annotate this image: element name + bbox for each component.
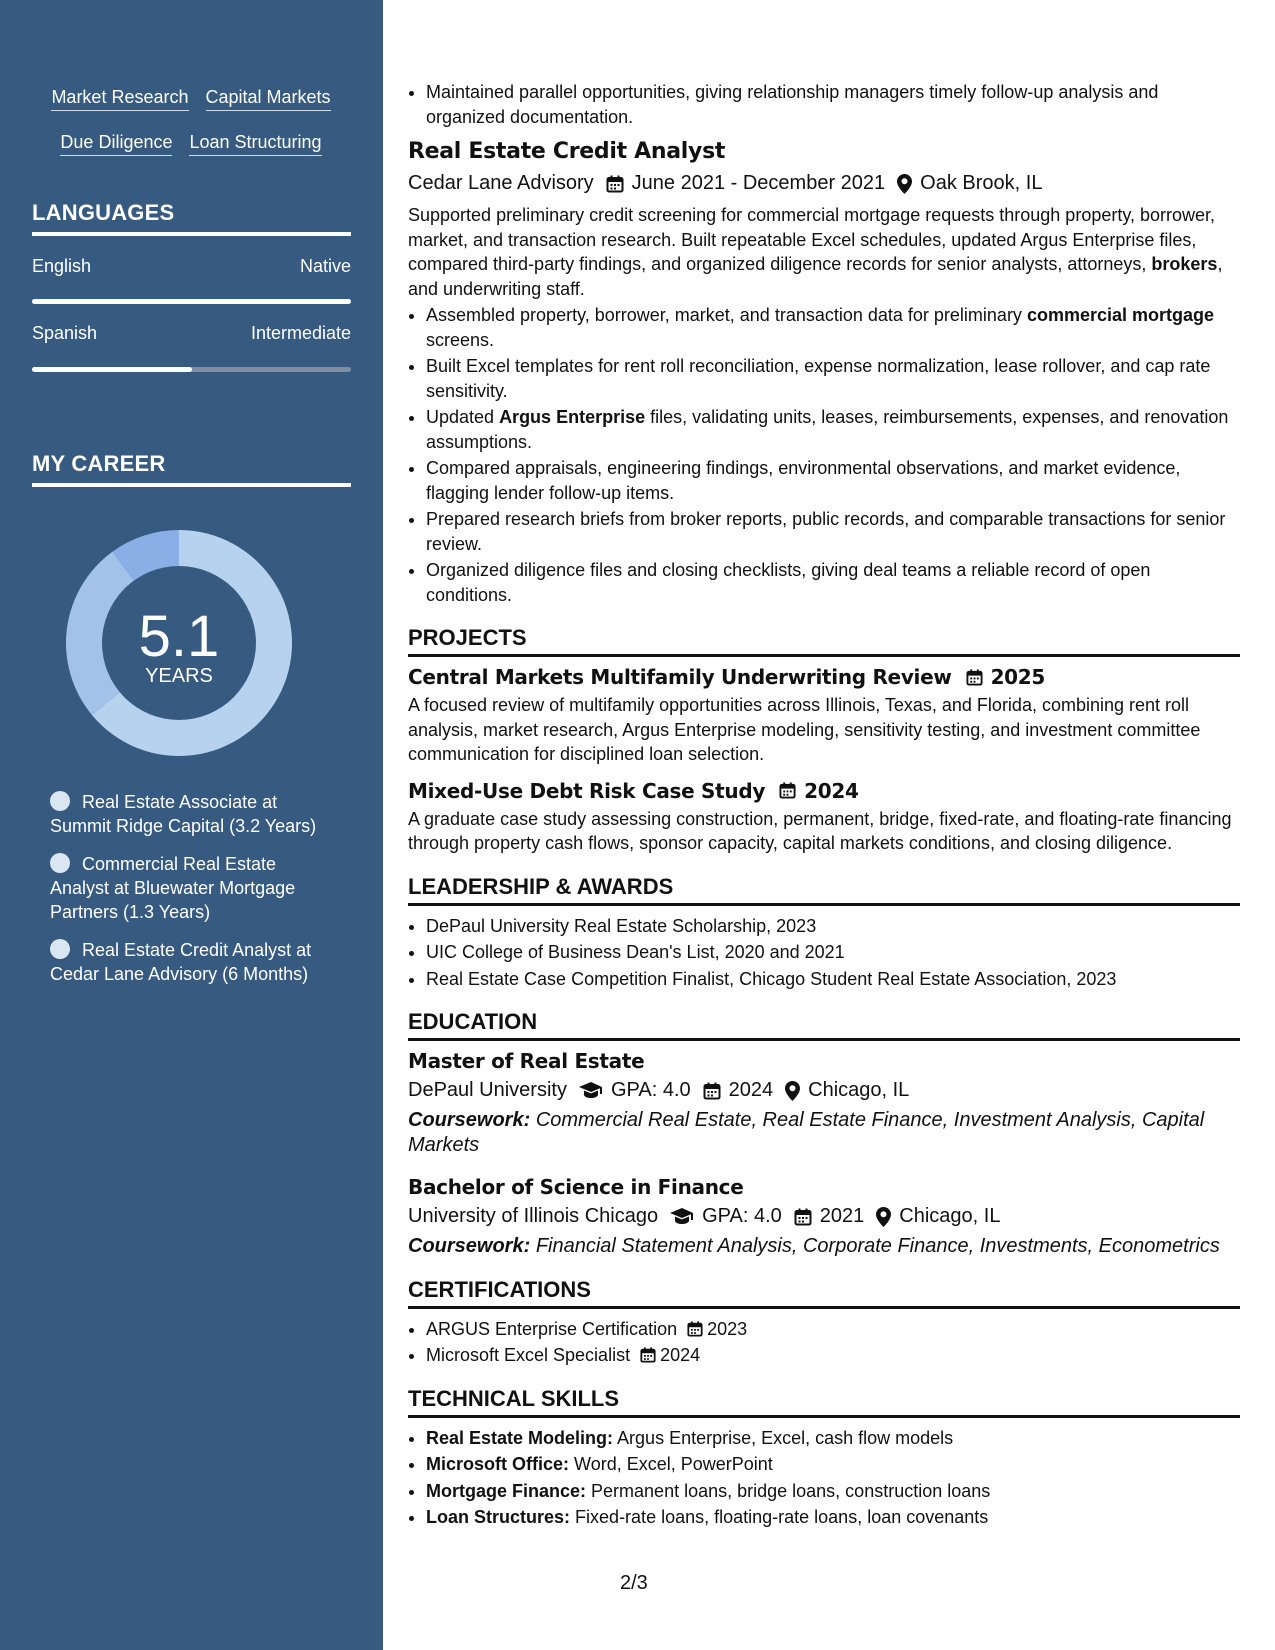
leadership-heading: LEADERSHIP & AWARDS [408, 874, 1240, 906]
career-item-text: Commercial Real Estate Analyst at Bluewater Mortgage Partners (1.3 Years) [50, 854, 296, 922]
project-description: A focused review of multifamily opportunities across Illinois, Texas, and Florida, combining rent roll analysis, market research, Argus Enterprise modeling, sensitivity testing, and investment committee communication for disciplined loan selection. [408, 695, 1201, 764]
language-name: English [32, 256, 92, 276]
education-meta [408, 1205, 1240, 1228]
language-row [32, 256, 351, 277]
cert-year: 2023 [707, 1318, 748, 1339]
degree-title: Bachelor of Science in Finance [408, 1175, 744, 1199]
legend-dot-icon [50, 853, 70, 873]
project-year: 2024 [804, 778, 859, 803]
school-location: Chicago, IL [808, 1079, 910, 1101]
skill-value: Permanent loans, bridge loans, construction loans [591, 1480, 991, 1501]
bullet-text: Updated [426, 407, 500, 427]
language-name: Spanish [32, 323, 98, 343]
bullet-text: Assembled property, borrower, market, and transaction data for preliminary [426, 305, 1027, 325]
technical-skills-heading: TECHNICAL SKILLS [408, 1386, 1240, 1418]
list-item: • Organized diligence files and closing checklists, giving deal teams a reliable record of open conditions. [426, 558, 1240, 607]
job-company: Cedar Lane Advisory [408, 172, 594, 194]
list-item [426, 1479, 1240, 1504]
skill-tag: Capital Markets [206, 86, 331, 111]
graduation-cap-icon [579, 1082, 603, 1099]
coursework-label: Coursework: [408, 1235, 531, 1257]
career-item [50, 790, 325, 838]
list-item: • Built Excel templates for rent roll reconciliation, expense normalization, lease rollover, and cap rate sensitivity. [426, 354, 1240, 403]
list-item [426, 1317, 1240, 1342]
sidebar [0, 0, 383, 1650]
list-item: • Compared appraisals, engineering findings, environmental observations, and market evidence, flagging lender follow-up items. [426, 456, 1240, 505]
calendar-icon [606, 175, 624, 193]
job-dates: June 2021 - December 2021 [631, 172, 886, 194]
project-description: A graduate case study assessing construction, permanent, bridge, fixed-rate, and floating-rate financing through property cash flows, sponsor capacity, capital markets conditions, and closing diligence. [408, 808, 1232, 853]
calendar-icon [640, 1347, 656, 1363]
language-bar-fill [32, 367, 192, 372]
job-meta [408, 172, 1240, 195]
skill-tags [30, 86, 352, 176]
bullet-text: screens. [426, 329, 495, 350]
job-title: Real Estate Credit Analyst [408, 139, 726, 164]
legend-dot-icon [50, 939, 70, 959]
graduation-cap-icon [670, 1208, 694, 1225]
location-pin-icon [785, 1081, 800, 1101]
leadership-list [408, 914, 1240, 992]
calendar-icon [687, 1321, 703, 1337]
main-content [408, 0, 1240, 1532]
list-item [426, 405, 1240, 454]
summary-bold: brokers [1151, 254, 1218, 274]
career-list [50, 790, 325, 1000]
coursework-text: Financial Statement Analysis, Corporate Finance, Investments, Econometrics [535, 1235, 1220, 1257]
calendar-icon [703, 1082, 721, 1100]
language-bar-fill [32, 299, 351, 304]
languages-heading: LANGUAGES [32, 200, 351, 236]
projects-heading: PROJECTS [408, 625, 1240, 657]
job-bullets [408, 303, 1240, 607]
skill-value: Argus Enterprise, Excel, cash flow models [617, 1427, 954, 1448]
list-item [426, 1426, 1240, 1451]
skill-label: Loan Structures: [426, 1507, 571, 1527]
language-row [32, 323, 351, 344]
coursework [408, 1234, 1240, 1259]
bullet-bold: Argus Enterprise [499, 407, 646, 427]
coursework [408, 1108, 1240, 1157]
project-name: Central Markets Multifamily Underwriting Review [408, 665, 952, 689]
project-title [408, 779, 1240, 803]
gpa: GPA: 4.0 [702, 1205, 782, 1227]
career-item-text: Real Estate Credit Analyst at Cedar Lane Advisory (6 Months) [50, 940, 312, 984]
skill-value: Fixed-rate loans, floating-rate loans, loan covenants [575, 1507, 989, 1527]
legend-dot-icon [50, 791, 70, 811]
skill-tag: Loan Structuring [189, 131, 321, 156]
bullet-bold: commercial mortgage [1026, 305, 1215, 325]
cert-year: 2024 [660, 1345, 701, 1365]
technical-skills-list [408, 1426, 1240, 1530]
coursework-text: Commercial Real Estate, Real Estate Finance, Investment Analysis, Capital Markets [408, 1109, 1205, 1156]
calendar-icon [794, 1208, 812, 1226]
school-name: DePaul University [408, 1079, 567, 1101]
degree-title: Master of Real Estate [408, 1049, 645, 1073]
language-bar [32, 367, 351, 372]
skill-value: Word, Excel, PowerPoint [574, 1454, 773, 1474]
carry-over-list [408, 80, 1240, 129]
skill-tag: Market Research [51, 86, 188, 111]
project-year: 2025 [990, 665, 1046, 689]
list-item [426, 1505, 1240, 1530]
summary-text: Supported preliminary credit screening for commercial mortgage requests through property, borrower, market, and transaction research. Built repeatable Excel schedules, updated Argus Enterprise files, compared third-party findings, and organized diligence records for senior analysts, attorneys, [408, 205, 1216, 274]
career-item-text: Real Estate Associate at Summit Ridge Capital (3.2 Years) [50, 792, 317, 836]
career-item [50, 938, 325, 986]
certifications-list [408, 1317, 1240, 1368]
summary-text: , and underwriting staff. [408, 254, 1223, 299]
job-summary [408, 203, 1240, 301]
list-item [426, 1452, 1240, 1477]
skill-tag: Due Diligence [60, 131, 172, 156]
calendar-icon [779, 782, 796, 799]
location-pin-icon [876, 1207, 891, 1227]
list-item: • Maintained parallel opportunities, giving relationship managers timely follow-up analysis and organized documentation. [426, 80, 1240, 129]
career-unit: YEARS [145, 665, 213, 687]
certifications-heading: CERTIFICATIONS [408, 1277, 1240, 1309]
graduation-year: 2021 [819, 1205, 865, 1227]
cert-name: Microsoft Excel Specialist [426, 1345, 631, 1365]
career-donut-chart [66, 530, 292, 756]
project-name: Mixed-Use Debt Risk Case Study [408, 778, 766, 803]
list-item [426, 1343, 1240, 1368]
career-total: 5.1 [138, 604, 220, 669]
graduation-year: 2024 [728, 1079, 774, 1101]
school-name: University of Illinois Chicago [408, 1205, 659, 1227]
skill-label: Real Estate Modeling: [426, 1427, 614, 1448]
language-level: Intermediate [250, 323, 351, 343]
education-heading: EDUCATION [408, 1009, 1240, 1041]
calendar-icon [966, 669, 983, 686]
list-item: • Prepared research briefs from broker reports, public records, and comparable transactions for senior review. [426, 507, 1240, 556]
list-item: • Real Estate Case Competition Finalist, Chicago Student Real Estate Association, 2023 [426, 967, 1240, 992]
school-location: Chicago, IL [899, 1205, 1001, 1227]
location-pin-icon [897, 174, 912, 194]
career-item [50, 852, 325, 924]
coursework-label: Coursework: [408, 1109, 531, 1131]
project-title [408, 665, 1240, 689]
language-level: Native [299, 256, 351, 276]
page-number: 2/3 [620, 1572, 648, 1594]
job-location: Oak Brook, IL [920, 172, 1043, 194]
skill-label: Microsoft Office: [426, 1454, 570, 1474]
list-item: • DePaul University Real Estate Scholarship, 2023 [426, 914, 1240, 939]
language-bar [32, 299, 351, 304]
education-meta [408, 1079, 1240, 1102]
career-heading: MY CAREER [32, 451, 351, 487]
gpa: GPA: 4.0 [610, 1079, 691, 1101]
skill-label: Mortgage Finance: [426, 1480, 587, 1501]
cert-name: ARGUS Enterprise Certification [426, 1318, 678, 1339]
list-item: • UIC College of Business Dean's List, 2020 and 2021 [426, 940, 1240, 965]
bullet-text: files, validating units, leases, reimbursements, expenses, and renovation assumptions. [426, 407, 1229, 452]
list-item [426, 303, 1240, 352]
